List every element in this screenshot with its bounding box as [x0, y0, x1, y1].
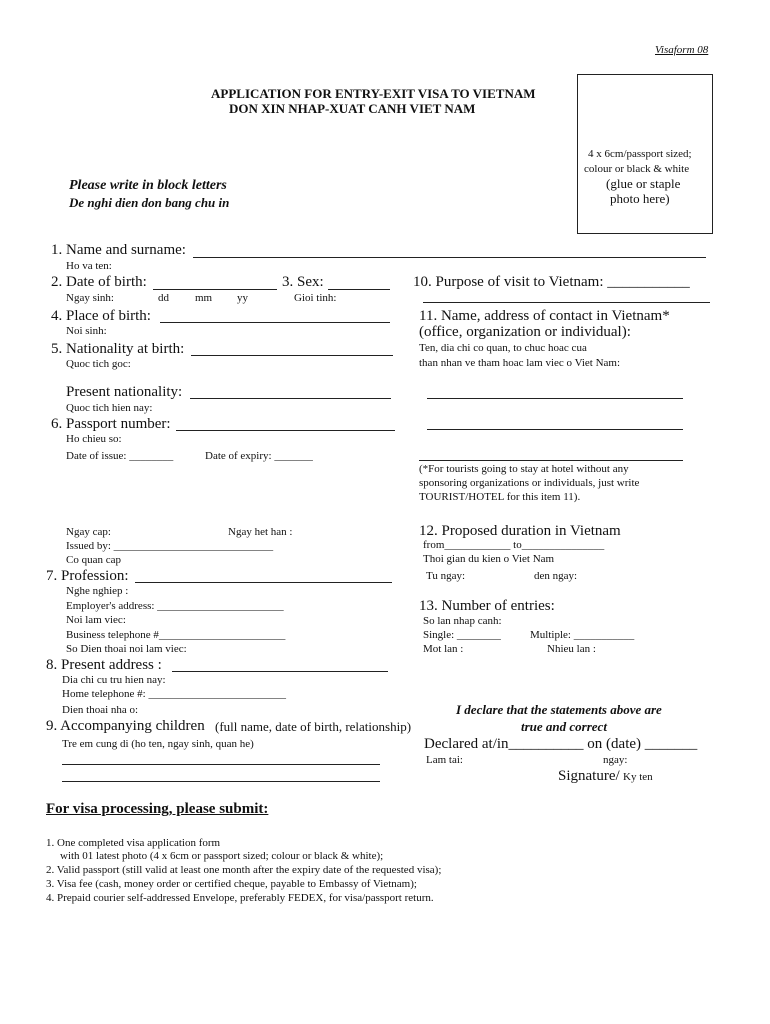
form-code: Visaform 08	[655, 44, 709, 56]
ky-ten-label: Ky ten	[623, 771, 653, 783]
children-input-line-1[interactable]	[62, 764, 380, 765]
form-title-en: APPLICATION FOR ENTRY-EXIT VISA TO VIETNAM	[211, 86, 536, 101]
present-nationality-input-line[interactable]	[190, 398, 391, 399]
field-11-vn-1: Ten, dia chi co quan, to chuc hoac cua	[419, 342, 587, 354]
date-of-expiry-field[interactable]: Date of expiry: _______	[205, 450, 313, 462]
place-of-birth-input-line[interactable]	[160, 322, 390, 323]
field-9-note: (full name, date of birth, relationship)	[215, 719, 412, 734]
field-6-label: 6. Passport number:	[51, 416, 171, 432]
tourist-note-1: (*For tourists going to stay at hotel without any	[419, 463, 629, 475]
field-12-vn: Thoi gian du kien o Viet Nam	[423, 553, 555, 565]
issued-by-vn: Co quan cap	[66, 554, 121, 566]
present-nationality-label: Present nationality:	[66, 384, 183, 400]
employer-address-vn: Noi lam viec:	[66, 614, 126, 626]
ngay-label: ngay:	[603, 754, 628, 766]
processing-item-1b: with 01 latest photo (4 x 6cm or passport sized; colour or black & white);	[60, 850, 384, 862]
present-nationality-vn: Quoc tich hien nay:	[66, 402, 153, 414]
processing-item-4: 4. Prepaid courier self-addressed Envelope, preferably FEDEX, for visa/passport return.	[46, 892, 434, 904]
photo-note-1: 4 x 6cm/passport sized;	[588, 148, 692, 160]
den-ngay-label: den ngay:	[534, 570, 578, 582]
field-10-label: 10. Purpose of visit to Vietnam: ___________	[413, 274, 690, 290]
dob-yy: yy	[237, 292, 248, 304]
tourist-note-2: sponsoring organizations or individuals, just write	[419, 477, 640, 489]
home-telephone-field[interactable]: Home telephone #: _________________________	[62, 688, 286, 700]
field-2-vn: Ngay sinh:	[66, 292, 114, 304]
dob-input-line[interactable]	[153, 289, 277, 290]
processing-item-3: 3. Visa fee (cash, money order or certified cheque, payable to Embassy of Vietnam);	[46, 878, 417, 890]
field-8-label: 8. Present address :	[46, 657, 162, 673]
mot-lan-label: Mot lan :	[423, 643, 464, 655]
name-input-line[interactable]	[193, 257, 706, 258]
purpose-input-line[interactable]	[423, 302, 710, 303]
processing-item-2: 2. Valid passport (still valid at least one month after the expiry date of the requested visa);	[46, 864, 442, 876]
field-11-vn-2: than nhan ve tham hoac lam viec o Viet Nam:	[419, 357, 621, 369]
photo-note-3: (glue or staple	[606, 176, 681, 191]
instruction-vn: De nghi dien don bang chu in	[69, 195, 230, 210]
dob-dd: dd	[158, 292, 169, 304]
field-12-label: 12. Proposed duration in Vietnam	[419, 523, 621, 539]
tourist-note-3: TOURIST/HOTEL for this item 11).	[419, 491, 581, 503]
field-1-vn: Ho va ten:	[66, 260, 112, 272]
field-7-vn: Nghe nghiep :	[66, 585, 129, 597]
instruction-en: Please write in block letters	[69, 178, 227, 193]
contact-input-line-1[interactable]	[427, 398, 683, 399]
field-4-label: 4. Place of birth:	[51, 308, 151, 324]
field-13-vn: So lan nhap canh:	[423, 615, 502, 627]
nationality-birth-input-line[interactable]	[191, 355, 393, 356]
business-telephone-vn: So Dien thoai noi lam viec:	[66, 643, 187, 655]
issue-date-vn: Ngay cap:	[66, 526, 111, 538]
employer-address-field[interactable]: Employer's address: _______________________	[66, 600, 284, 612]
duration-from-to-field[interactable]: from____________ to_______________	[423, 539, 605, 551]
field-1-label: 1. Name and surname:	[51, 242, 186, 258]
field-6-vn: Ho chieu so:	[66, 433, 122, 445]
field-4-vn: Noi sinh:	[66, 325, 107, 337]
nhieu-lan-label: Nhieu lan :	[547, 643, 596, 655]
form-title-vn: DON XIN NHAP-XUAT CANH VIET NAM	[229, 101, 476, 116]
processing-heading: For visa processing, please submit:	[46, 801, 269, 817]
field-13-label: 13. Number of entries:	[419, 598, 555, 614]
field-11-line-1: 11. Name, address of contact in Vietnam*	[419, 308, 670, 324]
field-7-label: 7. Profession:	[46, 568, 129, 584]
field-9-vn: Tre em cung di (ho ten, ngay sinh, quan he)	[62, 738, 254, 750]
field-11-line-2: (office, organization or individual):	[419, 324, 631, 340]
field-5-vn: Quoc tich goc:	[66, 358, 131, 370]
declared-at-field[interactable]: Declared at/in__________ on (date) _______	[424, 736, 698, 752]
expiry-date-vn: Ngay het han :	[228, 526, 293, 538]
children-input-line-2[interactable]	[62, 781, 380, 782]
photo-note-2: colour or black & white	[584, 163, 690, 175]
processing-item-1a: 1. One completed visa application form	[46, 837, 221, 849]
home-telephone-vn: Dien thoai nha o:	[62, 704, 139, 716]
field-5-label: 5. Nationality at birth:	[51, 341, 185, 357]
issued-by-field[interactable]: Issued by: _____________________________	[66, 540, 274, 552]
date-of-issue-field[interactable]: Date of issue: ________	[66, 450, 174, 462]
field-3-vn: Gioi tinh:	[294, 292, 337, 304]
tu-ngay-label: Tu ngay:	[426, 570, 466, 582]
single-entry-field[interactable]: Single: ________	[423, 629, 501, 641]
photo-note-4: photo here)	[610, 191, 670, 206]
multiple-entry-field[interactable]: Multiple: ___________	[530, 629, 635, 641]
sex-input-line[interactable]	[328, 289, 390, 290]
field-3-label: 3. Sex:	[282, 274, 324, 290]
business-telephone-field[interactable]: Business telephone #_______________________	[66, 629, 286, 641]
field-2-label: 2. Date of birth:	[51, 274, 147, 290]
dob-mm: mm	[195, 292, 213, 304]
lam-tai-label: Lam tai:	[426, 754, 463, 766]
field-9-label: 9. Accompanying children	[46, 718, 205, 734]
signature-label: Signature/	[558, 768, 620, 784]
declaration-line-1: I declare that the statements above are	[456, 702, 662, 717]
declaration-line-2: true and correct	[521, 719, 607, 734]
contact-input-line-3[interactable]	[419, 460, 683, 461]
field-8-vn: Dia chi cu tru hien nay:	[62, 674, 166, 686]
passport-number-input-line[interactable]	[176, 430, 395, 431]
profession-input-line[interactable]	[135, 582, 392, 583]
present-address-input-line[interactable]	[172, 671, 388, 672]
contact-input-line-2[interactable]	[427, 429, 683, 430]
